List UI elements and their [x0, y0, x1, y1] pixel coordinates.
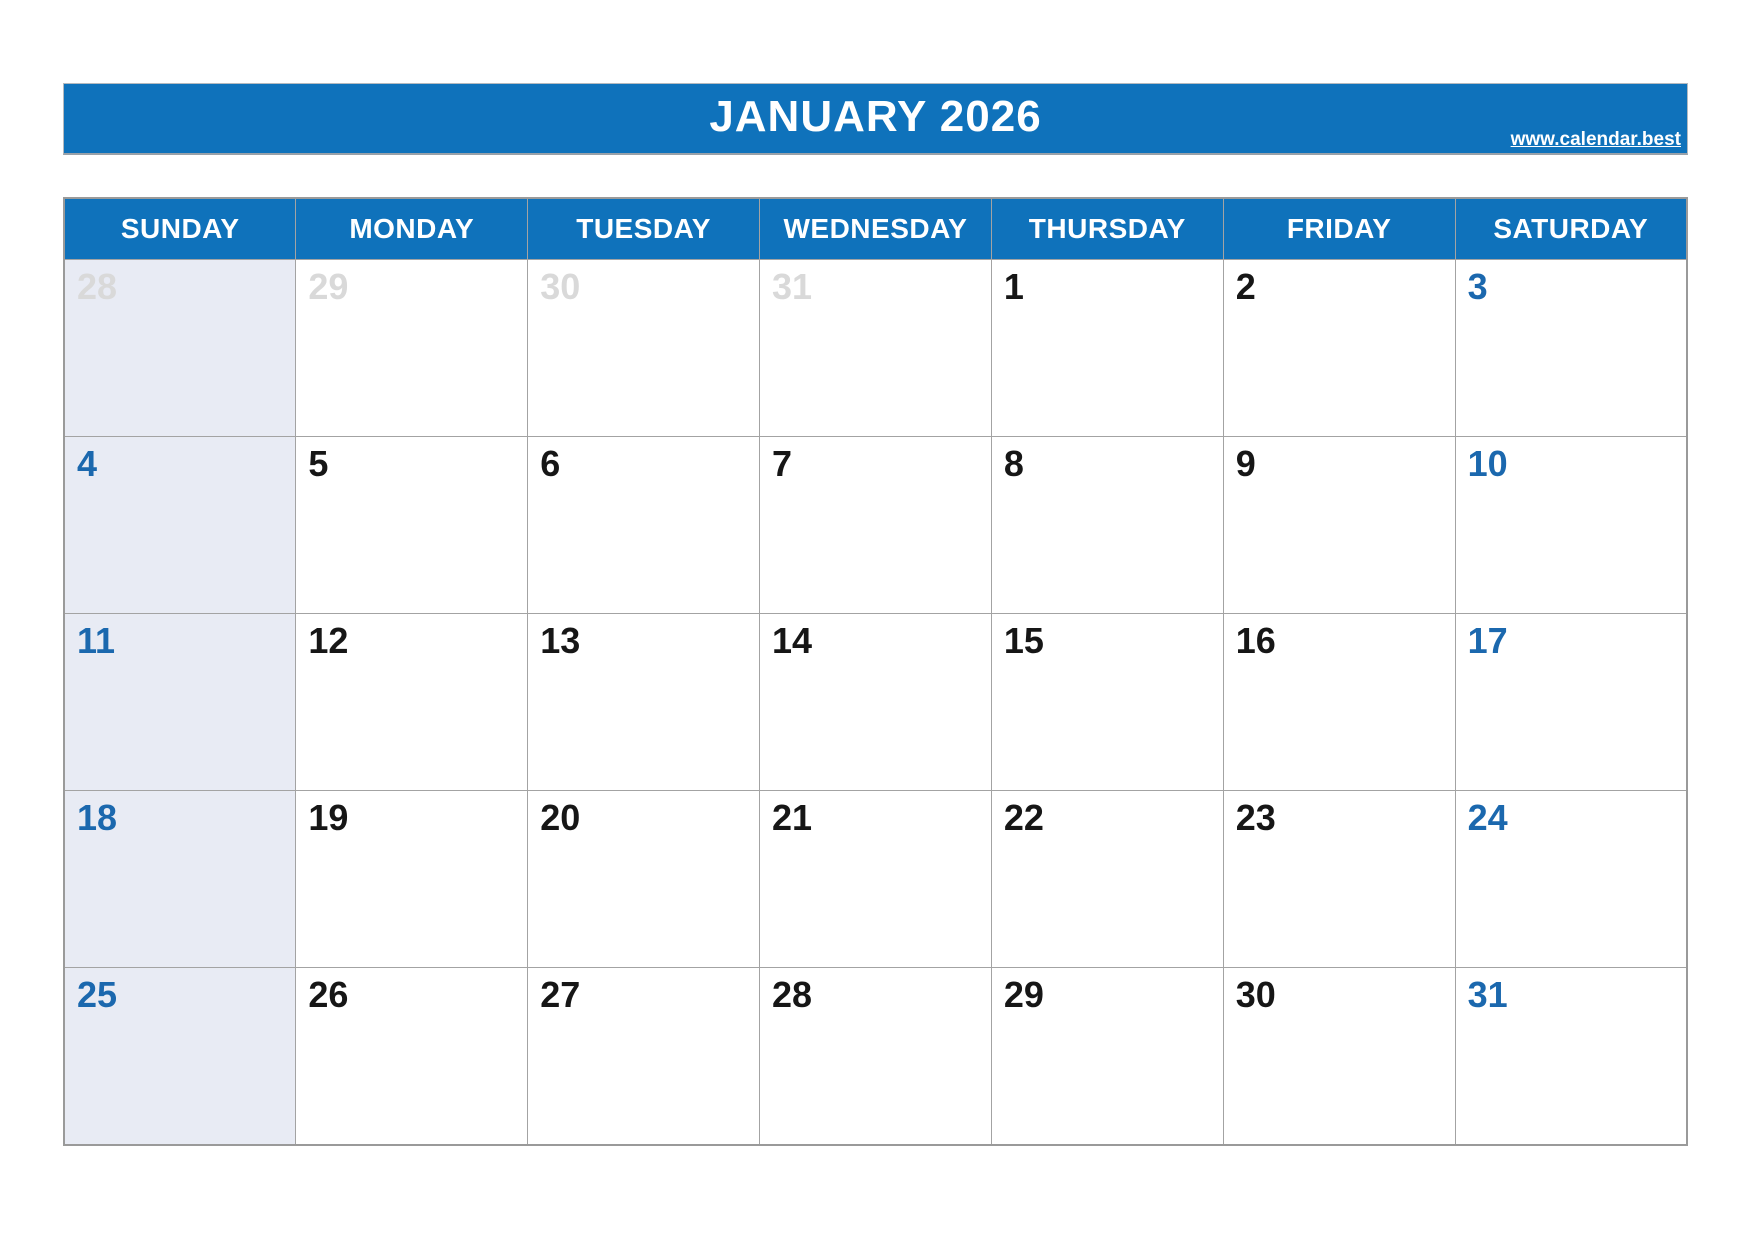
day-number: 19 — [308, 797, 349, 838]
day-number: 11 — [77, 620, 116, 661]
day-number: 9 — [1235, 443, 1256, 484]
day-cell — [296, 791, 528, 968]
day-cell — [296, 437, 528, 614]
day-number: 16 — [1235, 620, 1276, 661]
day-cell — [296, 260, 528, 437]
day-cell — [991, 437, 1223, 614]
day-cell — [64, 260, 296, 437]
day-number: 1 — [1003, 266, 1024, 307]
week-row — [64, 614, 1687, 791]
day-number: 30 — [1235, 974, 1276, 1015]
day-cell — [991, 791, 1223, 968]
day-number: 24 — [1467, 797, 1508, 838]
day-cell — [1223, 791, 1455, 968]
weekday-header-wednesday: WEDNESDAY — [760, 198, 992, 260]
day-cell — [1455, 791, 1687, 968]
day-number: 6 — [540, 443, 561, 484]
day-cell — [64, 437, 296, 614]
day-number: 30 — [540, 266, 581, 307]
day-cell — [991, 260, 1223, 437]
week-row — [64, 437, 1687, 614]
day-number: 5 — [308, 443, 329, 484]
page-title: JANUARY 2026 — [709, 92, 1042, 141]
day-cell — [1223, 614, 1455, 791]
day-cell — [1455, 437, 1687, 614]
day-cell — [296, 614, 528, 791]
day-number: 13 — [540, 620, 581, 661]
weekday-header-thursday: THURSDAY — [991, 198, 1223, 260]
day-number: 18 — [77, 797, 118, 838]
day-number: 14 — [772, 620, 813, 661]
day-number: 2 — [1235, 266, 1256, 307]
day-cell — [1455, 260, 1687, 437]
day-number: 17 — [1467, 620, 1508, 661]
week-row — [64, 260, 1687, 437]
week-row — [64, 791, 1687, 968]
website-link[interactable]: www.calendar.best — [1510, 129, 1681, 150]
day-cell — [760, 437, 992, 614]
day-number: 10 — [1467, 443, 1508, 484]
weekday-header-row — [64, 198, 1687, 260]
day-number: 7 — [772, 443, 793, 484]
weekday-header-sunday: SUNDAY — [64, 198, 296, 260]
day-number: 29 — [1003, 974, 1044, 1015]
weekday-header-tuesday: TUESDAY — [528, 198, 760, 260]
day-number: 28 — [772, 974, 813, 1015]
day-cell — [1223, 437, 1455, 614]
calendar-grid — [63, 197, 1688, 1146]
calendar-title-bar — [63, 83, 1688, 155]
week-row — [64, 968, 1687, 1145]
day-cell — [1223, 260, 1455, 437]
day-number: 20 — [540, 797, 581, 838]
day-cell — [991, 614, 1223, 791]
day-cell — [64, 968, 296, 1145]
day-number: 29 — [308, 266, 349, 307]
weekday-header-saturday: SATURDAY — [1455, 198, 1687, 260]
day-cell — [760, 791, 992, 968]
day-cell — [760, 614, 992, 791]
day-cell — [991, 968, 1223, 1145]
day-number: 21 — [772, 797, 813, 838]
day-cell — [528, 437, 760, 614]
day-number: 22 — [1003, 797, 1044, 838]
day-number: 4 — [77, 443, 98, 484]
day-cell — [64, 614, 296, 791]
day-number: 26 — [308, 974, 349, 1015]
day-number: 8 — [1003, 443, 1024, 484]
day-number: 23 — [1235, 797, 1276, 838]
day-number: 28 — [77, 266, 118, 307]
day-number: 27 — [540, 974, 581, 1015]
day-number: 12 — [308, 620, 349, 661]
day-number: 3 — [1467, 266, 1488, 307]
day-number: 31 — [1467, 974, 1508, 1015]
day-number: 25 — [77, 974, 118, 1015]
day-cell — [528, 260, 760, 437]
weekday-header-friday: FRIDAY — [1223, 198, 1455, 260]
day-cell — [760, 260, 992, 437]
day-cell — [1223, 968, 1455, 1145]
day-cell — [760, 968, 992, 1145]
day-cell — [528, 614, 760, 791]
day-cell — [1455, 968, 1687, 1145]
day-cell — [296, 968, 528, 1145]
day-number: 31 — [772, 266, 813, 307]
day-cell — [64, 791, 296, 968]
day-cell — [528, 791, 760, 968]
day-cell — [528, 968, 760, 1145]
day-cell — [1455, 614, 1687, 791]
day-number: 15 — [1003, 620, 1044, 661]
weekday-header-monday: MONDAY — [296, 198, 528, 260]
